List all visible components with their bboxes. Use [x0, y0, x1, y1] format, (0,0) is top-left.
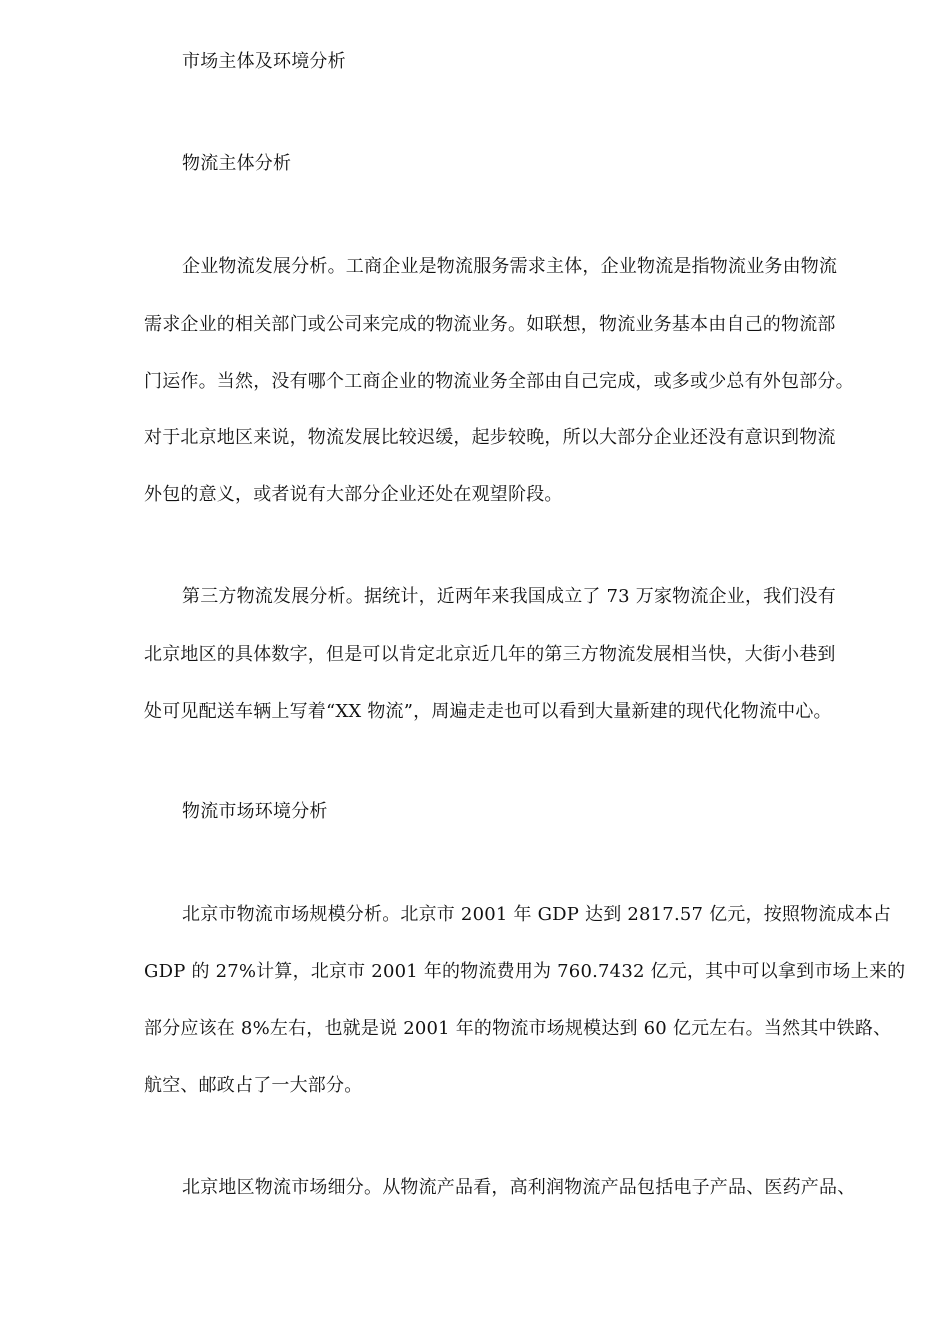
paragraph-line: GDP 的 27%计算，北京市 2001 年的物流费用为 760.7432 亿元，其中可以拿到市场上来的: [144, 961, 906, 982]
paragraph-line: 企业物流发展分析。工商企业是物流服务需求主体，企业物流是指物流业务由物流: [182, 256, 838, 277]
paragraph-line: 部分应该在 8%左右，也就是说 2001 年的物流市场规模达到 60 亿元左右。当然其中铁路、: [144, 1018, 892, 1039]
paragraph-line: 需求企业的相关部门或公司来完成的物流业务。如联想，物流业务基本由自己的物流部: [144, 314, 836, 335]
paragraph-line: 北京地区物流市场细分。从物流产品看，高利润物流产品包括电子产品、医药产品、: [182, 1177, 856, 1198]
section-heading-logistics-subject: 物流主体分析: [182, 153, 292, 174]
paragraph-line: 航空、邮政占了一大部分。: [144, 1075, 363, 1096]
paragraph-line: 北京市物流市场规模分析。北京市 2001 年 GDP 达到 2817.57 亿元，按照物流成本占: [182, 904, 892, 925]
paragraph-line: 门运作。当然，没有哪个工商企业的物流业务全部由自己完成，或多或少总有外包部分。: [144, 371, 854, 392]
paragraph-line: 北京地区的具体数字，但是可以肯定北京近几年的第三方物流发展相当快，大街小巷到: [144, 644, 836, 665]
paragraph-line: 第三方物流发展分析。据统计，近两年来我国成立了 73 万家物流企业，我们没有: [182, 586, 836, 607]
paragraph-line: 处可见配送车辆上写着“XX 物流”，周遍走走也可以看到大量新建的现代化物流中心。: [144, 701, 832, 722]
paragraph-line: 对于北京地区来说，物流发展比较迟缓，起步较晚，所以大部分企业还没有意识到物流: [144, 427, 836, 448]
section-heading-market: 市场主体及环境分析: [182, 51, 346, 72]
section-heading-market-environment: 物流市场环境分析: [182, 801, 328, 822]
paragraph-line: 外包的意义，或者说有大部分企业还处在观望阶段。: [144, 484, 563, 505]
